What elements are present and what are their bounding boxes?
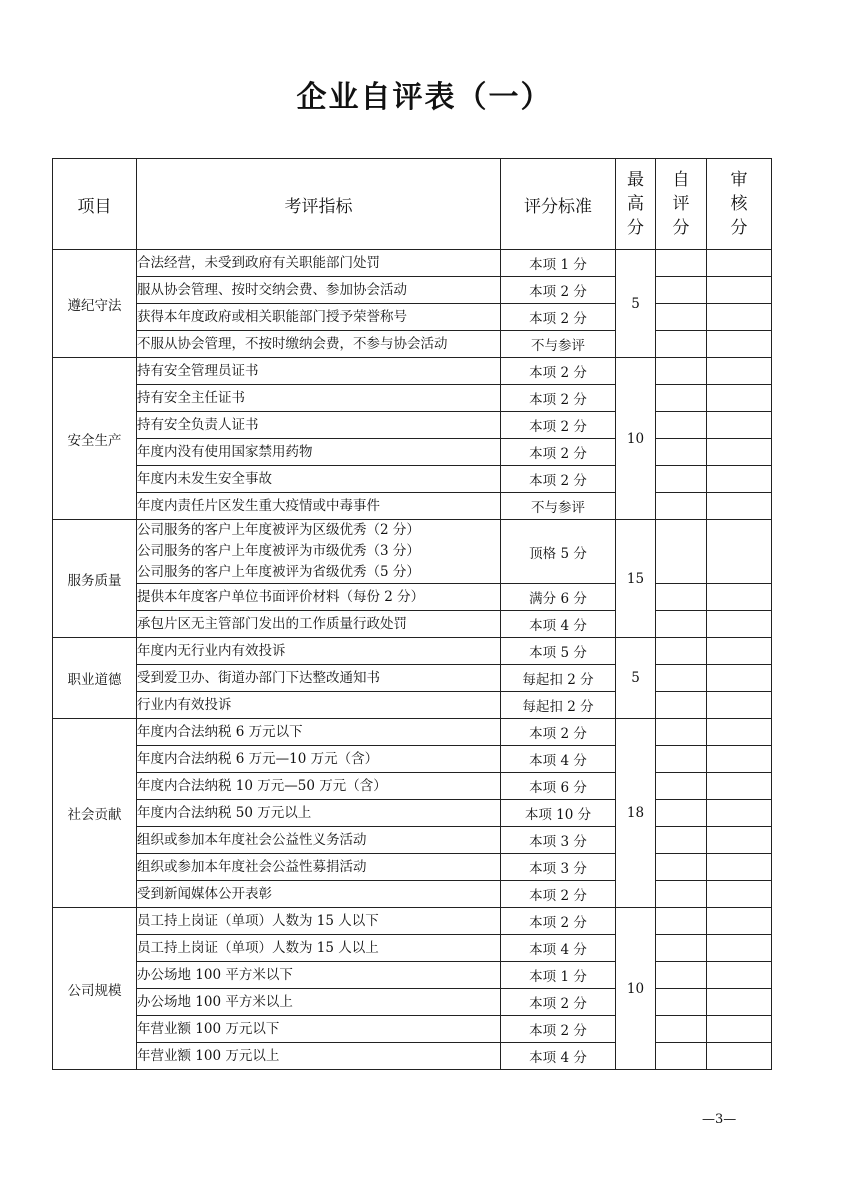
table-row [53,989,772,1016]
standard-cell: 本项 1 分 [501,962,616,989]
max-score-cell: 18 [616,719,656,908]
header-row [53,159,772,250]
audit-score-cell[interactable] [707,520,772,584]
indicator-text: 提供本年度客户单位书面评价材料（每份 2 分） [137,588,425,605]
indicator-cell [137,827,501,854]
table-row [53,908,772,935]
self-score-cell[interactable] [656,935,707,962]
audit-score-cell[interactable] [707,611,772,638]
self-score-cell[interactable] [656,908,707,935]
header-self-char: 自 [672,170,690,190]
table-row [53,827,772,854]
standard-cell: 每起扣 2 分 [501,665,616,692]
indicator-cell [137,854,501,881]
self-score-cell[interactable] [656,611,707,638]
standard-cell: 本项 2 分 [501,385,616,412]
header-self-char: 分 [672,218,690,238]
self-score-cell[interactable] [656,439,707,466]
indicator-cell [137,746,501,773]
indicator-text: 年度内责任片区发生重大疫情或中毒事件 [137,497,380,514]
standard-cell: 本项 2 分 [501,908,616,935]
indicator-text: 年度内合法纳税 6 万元—10 万元（含） [137,750,379,767]
indicator-cell [137,665,501,692]
header-max-char: 分 [627,218,644,238]
standard-cell: 本项 4 分 [501,611,616,638]
table-row [53,881,772,908]
audit-score-cell[interactable] [707,692,772,719]
self-score-cell[interactable] [656,250,707,277]
audit-score-cell[interactable] [707,358,772,385]
table-row [53,692,772,719]
section-name: 职业道德 [53,638,137,719]
audit-score-cell[interactable] [707,385,772,412]
audit-score-cell[interactable] [707,466,772,493]
table-row [53,331,772,358]
audit-score-cell[interactable] [707,854,772,881]
indicator-text: 公司服务的客户上年度被评为省级优秀（5 分） [137,564,420,580]
audit-score-cell[interactable] [707,1016,772,1043]
self-score-cell[interactable] [656,493,707,520]
self-score-cell[interactable] [656,412,707,439]
standard-cell: 本项 3 分 [501,854,616,881]
audit-score-cell[interactable] [707,962,772,989]
indicator-cell [137,989,501,1016]
table-row [53,638,772,665]
table-row [53,1043,772,1070]
header-audit-char: 审 [730,170,748,190]
audit-score-cell[interactable] [707,773,772,800]
indicator-cell [137,1043,501,1070]
table-row [53,854,772,881]
self-score-cell[interactable] [656,989,707,1016]
indicator-cell [137,1016,501,1043]
indicator-text: 办公场地 100 平方米以上 [137,993,293,1010]
indicator-cell [137,358,501,385]
self-evaluation-table [52,158,772,1070]
indicator-cell [137,935,501,962]
table-row [53,665,772,692]
table-row [53,800,772,827]
section-name: 服务质量 [53,520,137,638]
header-self-char: 评 [672,194,690,214]
indicator-cell [137,385,501,412]
indicator-cell [137,908,501,935]
standard-cell: 本项 3 分 [501,827,616,854]
header-item: 项目 [53,159,137,250]
header-self-score [656,159,707,250]
standard-cell: 本项 2 分 [501,412,616,439]
indicator-text: 办公场地 100 平方米以下 [137,966,293,983]
standard-cell: 本项 4 分 [501,935,616,962]
indicator-cell [137,773,501,800]
indicator-cell [137,962,501,989]
audit-score-cell[interactable] [707,250,772,277]
max-score-cell: 10 [616,358,656,520]
header-max-score [616,159,656,250]
audit-score-cell[interactable] [707,827,772,854]
self-score-cell[interactable] [656,1043,707,1070]
audit-score-cell[interactable] [707,665,772,692]
audit-score-cell[interactable] [707,989,772,1016]
indicator-text: 承包片区无主管部门发出的工作质量行政处罚 [137,615,407,632]
standard-cell: 本项 2 分 [501,989,616,1016]
self-score-cell[interactable] [656,466,707,493]
table-row [53,358,772,385]
standard-cell: 本项 2 分 [501,277,616,304]
self-score-cell[interactable] [656,773,707,800]
indicator-text: 不服从协会管理，不按时缴纳会费，不参与协会活动 [137,335,448,352]
audit-score-cell[interactable] [707,1043,772,1070]
audit-score-cell[interactable] [707,584,772,611]
standard-cell: 不与参评 [501,331,616,358]
table-body [53,250,772,1070]
indicator-text: 年度内合法纳税 10 万元—50 万元（含） [137,777,387,794]
indicator-text: 持有安全负责人证书 [137,416,259,433]
self-score-cell[interactable] [656,665,707,692]
indicator-text: 员工持上岗证（单项）人数为 15 人以下 [137,912,379,929]
self-score-cell[interactable] [656,962,707,989]
indicator-cell [137,692,501,719]
self-score-cell[interactable] [656,827,707,854]
self-score-cell[interactable] [656,746,707,773]
table-row [53,773,772,800]
standard-cell: 满分 6 分 [501,584,616,611]
audit-score-cell[interactable] [707,908,772,935]
indicator-cell [137,520,501,584]
audit-score-cell[interactable] [707,881,772,908]
audit-score-cell[interactable] [707,638,772,665]
indicator-cell [137,439,501,466]
self-score-cell[interactable] [656,385,707,412]
standard-cell: 本项 2 分 [501,881,616,908]
table-row [53,935,772,962]
indicator-text: 持有安全主任证书 [137,389,245,406]
table-row [53,493,772,520]
table-row [53,584,772,611]
self-score-cell[interactable] [656,800,707,827]
header-max-char: 最 [627,170,644,190]
standard-cell: 本项 2 分 [501,304,616,331]
header-audit-char: 核 [730,194,748,214]
audit-score-cell[interactable] [707,412,772,439]
header-standard: 评分标准 [501,159,616,250]
standard-cell: 本项 2 分 [501,1016,616,1043]
standard-cell: 本项 2 分 [501,439,616,466]
audit-score-cell[interactable] [707,746,772,773]
table-row [53,439,772,466]
audit-score-cell[interactable] [707,304,772,331]
audit-score-cell[interactable] [707,935,772,962]
indicator-text: 受到爱卫办、街道办部门下达整改通知书 [137,669,380,686]
indicator-text: 年度内未发生安全事故 [137,470,272,487]
indicator-cell [137,611,501,638]
max-score-cell: 5 [616,638,656,719]
indicator-text: 年度内无行业内有效投诉 [137,642,286,659]
standard-cell: 不与参评 [501,493,616,520]
table-row [53,611,772,638]
self-score-cell[interactable] [656,304,707,331]
table-row [53,412,772,439]
self-score-cell[interactable] [656,584,707,611]
indicator-text: 组织或参加本年度社会公益性募捐活动 [137,858,367,875]
self-score-cell[interactable] [656,520,707,584]
standard-cell: 本项 2 分 [501,719,616,746]
table-row [53,962,772,989]
indicator-text: 合法经营，未受到政府有关职能部门处罚 [137,254,380,271]
indicator-cell [137,881,501,908]
indicator-text: 行业内有效投诉 [137,696,232,713]
audit-score-cell[interactable] [707,493,772,520]
table-row [53,520,772,584]
standard-cell: 本项 5 分 [501,638,616,665]
indicator-text: 年度内合法纳税 6 万元以下 [137,723,303,740]
standard-cell: 顶格 5 分 [501,520,616,584]
section-name: 公司规模 [53,908,137,1070]
indicator-cell [137,466,501,493]
indicator-cell [137,493,501,520]
indicator-cell [137,277,501,304]
table-row [53,746,772,773]
self-score-cell[interactable] [656,331,707,358]
self-score-cell[interactable] [656,719,707,746]
self-score-cell[interactable] [656,638,707,665]
indicator-text: 服从协会管理、按时交纳会费、参加协会活动 [137,281,407,298]
audit-score-cell[interactable] [707,331,772,358]
header-indicator: 考评指标 [137,159,501,250]
self-score-cell[interactable] [656,854,707,881]
table-row [53,719,772,746]
indicator-cell [137,331,501,358]
indicator-text: 组织或参加本年度社会公益性义务活动 [137,831,367,848]
max-score-cell: 15 [616,520,656,638]
header-audit-score [707,159,772,250]
indicator-text: 年营业额 100 万元以上 [137,1047,280,1064]
table-row [53,466,772,493]
indicator-text: 员工持上岗证（单项）人数为 15 人以上 [137,939,379,956]
page-number: —3— [702,1112,737,1127]
audit-score-cell[interactable] [707,800,772,827]
standard-cell: 本项 4 分 [501,746,616,773]
table-row [53,1016,772,1043]
table-row [53,277,772,304]
standard-cell: 本项 6 分 [501,773,616,800]
section-name: 安全生产 [53,358,137,520]
standard-cell: 本项 2 分 [501,466,616,493]
indicator-text: 年度内没有使用国家禁用药物 [137,443,313,460]
table-row [53,385,772,412]
standard-cell: 本项 10 分 [501,800,616,827]
indicator-text: 年度内合法纳税 50 万元以上 [137,804,312,821]
indicator-cell [137,412,501,439]
indicator-text: 获得本年度政府或相关职能部门授予荣誉称号 [137,308,407,325]
standard-cell: 本项 2 分 [501,358,616,385]
standard-cell: 本项 4 分 [501,1043,616,1070]
indicator-cell [137,719,501,746]
standard-cell: 本项 1 分 [501,250,616,277]
self-score-cell[interactable] [656,358,707,385]
self-score-cell[interactable] [656,277,707,304]
indicator-cell [137,800,501,827]
self-score-cell[interactable] [656,881,707,908]
indicator-text: 公司服务的客户上年度被评为区级优秀（2 分） [137,522,420,538]
audit-score-cell[interactable] [707,439,772,466]
header-audit-char: 分 [730,218,748,238]
page-title: 企业自评表（一） [296,80,553,115]
indicator-cell [137,250,501,277]
indicator-text: 持有安全管理员证书 [137,362,259,379]
indicator-cell [137,584,501,611]
max-score-cell: 5 [616,250,656,358]
indicator-text: 年营业额 100 万元以下 [137,1020,280,1037]
table-row [53,304,772,331]
table-row [53,250,772,277]
audit-score-cell[interactable] [707,277,772,304]
indicator-cell [137,304,501,331]
self-score-cell[interactable] [656,692,707,719]
max-score-cell: 10 [616,908,656,1070]
audit-score-cell[interactable] [707,719,772,746]
indicator-cell [137,638,501,665]
indicator-text: 受到新闻媒体公开表彰 [137,885,272,902]
section-name: 社会贡献 [53,719,137,908]
header-max-char: 高 [627,194,644,214]
self-score-cell[interactable] [656,1016,707,1043]
section-name: 遵纪守法 [53,250,137,358]
standard-cell: 每起扣 2 分 [501,692,616,719]
indicator-text: 公司服务的客户上年度被评为市级优秀（3 分） [137,543,420,559]
